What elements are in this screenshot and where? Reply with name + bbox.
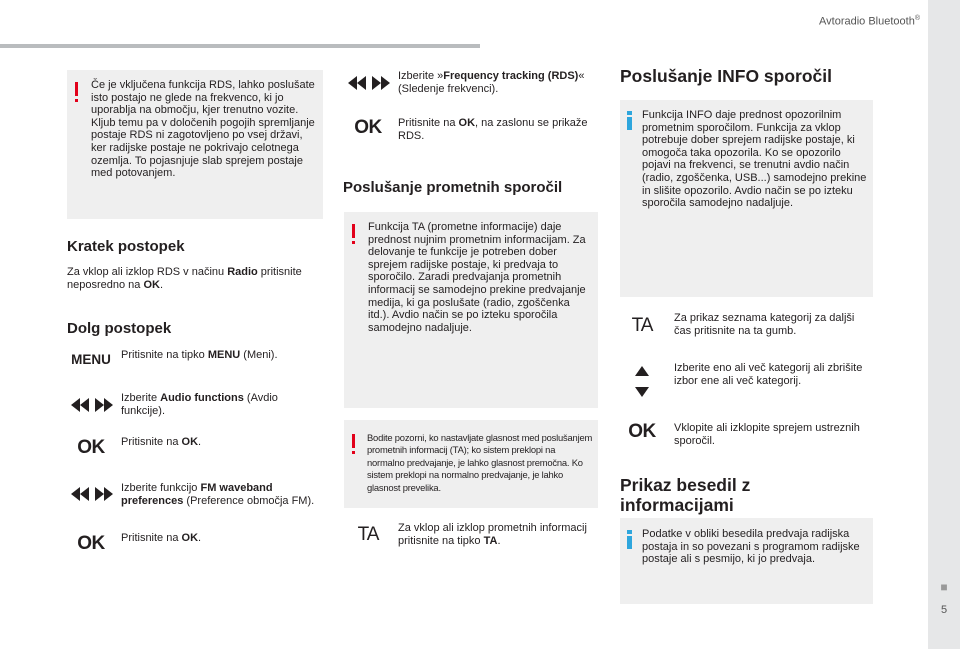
info-sporocil-heading: Poslušanje INFO sporočil <box>620 66 832 86</box>
rds-warning-box <box>67 70 323 219</box>
step-ok-text: Pritisnite na OK. <box>121 436 202 448</box>
step-ok-rds-text: Pritisnite na OK, na zaslonu se prikaže RDS. <box>398 117 588 142</box>
ta-warning-box <box>344 212 598 408</box>
step-fm-waveband-text: Izberite funkcijo FM waveband preferences (Preference območja FM). <box>121 482 315 507</box>
info-icon-bar <box>627 536 632 549</box>
ta-warning-text: Funkcija TA (prometne informacije) daje prednost nujnim prometnim informacijam. Za delovanje te funkcije je potreben dober sprejem radijske postaje, ki predvaja to sporočilo. Zaradi predvajanja prometnih informacij se samodejno prekine predvajanje medija, ki ga poslušate (radio, zgoščenka itd.). Avdio način se po izteku sporočila samodejno nadaljuje. <box>368 221 586 334</box>
ok-button-icon: OK <box>628 421 656 442</box>
rds-warning-text: Če je vključena funkcija RDS, lahko poslušate isto postajo ne glede na frekvenco, ki jo uporablja na območju, kjer trenutno vozite. Kljub temu pa v določenih pogojih spremljanje postaje RDS ni zagotovljeno po vsej državi, ker radijske postaje ne pokrivajo celotnega ozemlja. To pojasnjuje slab sprejem postaje med potovanjem. <box>91 79 315 180</box>
info-box <box>620 100 873 297</box>
step-frequency-tracking-text: Izberite »Frequency tracking (RDS)« (Sledenje frekvenci). <box>398 70 585 95</box>
ta-toggle-text: Za vklop ali izklop prometnih informacij pritisnite na tipko TA. <box>398 522 587 547</box>
step-menu-text: Pritisnite na tipko MENU (Meni). <box>121 349 278 361</box>
page-number: 5 <box>940 604 948 616</box>
warning-icon <box>352 434 355 448</box>
warning-icon <box>75 82 78 96</box>
radiotext-info-text: Podatke v obliki besedila predvaja radijska postaja in so povezani s programom radijske postaje ali s pesmijo, ki jo predvaja. <box>642 528 860 566</box>
warning-icon-dot <box>352 451 355 454</box>
volume-warning-box <box>344 420 598 508</box>
info-text: Funkcija INFO daje prednost opozorilnim prometnim sporočilom. Funkcija za vklop potrebuje dober sprejem radijske postaje, ki omogoča taka opozorila. Ko se opozorilo pojavi na frekvenci, se trenutni avdio način (radio, zgoščenka, USB...) samodejno prekine in slišite opozorilo. Avdio način se po izteku sporočila samodejno nadaljuje. <box>642 109 867 210</box>
ta-category-text: Za prikaz seznama kategorij za daljši čas pritisnite na ta gumb. <box>674 312 855 337</box>
volume-warning-text: Bodite pozorni, ko nastavljate glasnost med poslušanjem prometnih informacij (TA); ko sistem preklopi na normalno predvajanje, je lahko glasnost premočna. Ko sistem preklopi na normalno predvajanje, je lahko glasnost prevelika. <box>367 432 593 493</box>
dolg-postopek-heading: Dolg postopek <box>67 320 172 337</box>
kratek-postopek-text: Za vklop ali izklop RDS v načinu Radio pritisnite neposredno na OK. <box>67 266 302 291</box>
warning-icon-dot <box>352 241 355 244</box>
warning-icon-dot <box>75 99 78 102</box>
seek-arrows-icon <box>347 75 391 91</box>
ok-info-text: Vklopite ali izklopite sprejem ustreznih sporočil. <box>674 422 860 447</box>
up-down-arrows-icon <box>634 366 650 398</box>
info-icon-bar <box>627 117 632 130</box>
menu-button-icon: MENU <box>71 352 111 367</box>
top-rule <box>0 44 480 48</box>
step-ok-text-2: Pritisnite na OK. <box>121 532 202 544</box>
ok-button-icon: OK <box>354 117 382 138</box>
seek-arrows-icon <box>70 486 114 502</box>
ta-button-icon: TA <box>631 315 653 336</box>
running-header: Avtoradio Bluetooth® <box>819 15 920 28</box>
category-select-text: Izberite eno ali več kategorij ali zbrišite izbor ene ali več kategorij. <box>674 362 863 387</box>
sidebar-marker: ■ <box>940 580 948 594</box>
info-icon <box>627 530 632 534</box>
kratek-postopek-heading: Kratek postopek <box>67 238 185 255</box>
warning-icon <box>352 224 355 238</box>
ok-button-icon: OK <box>77 437 105 458</box>
prikaz-besedil-heading: Prikaz besedil z informacijami <box>620 475 751 515</box>
ta-button-icon: TA <box>357 524 379 545</box>
info-icon <box>627 111 632 115</box>
ok-button-icon: OK <box>77 533 105 554</box>
page-sidebar <box>928 0 960 649</box>
prometnih-sporocil-heading: Poslušanje prometnih sporočil <box>343 179 563 196</box>
seek-arrows-icon <box>70 397 114 413</box>
step-audio-functions-text: Izberite Audio functions (Avdio funkcije). <box>121 392 278 417</box>
radiotext-info-box <box>620 518 873 604</box>
